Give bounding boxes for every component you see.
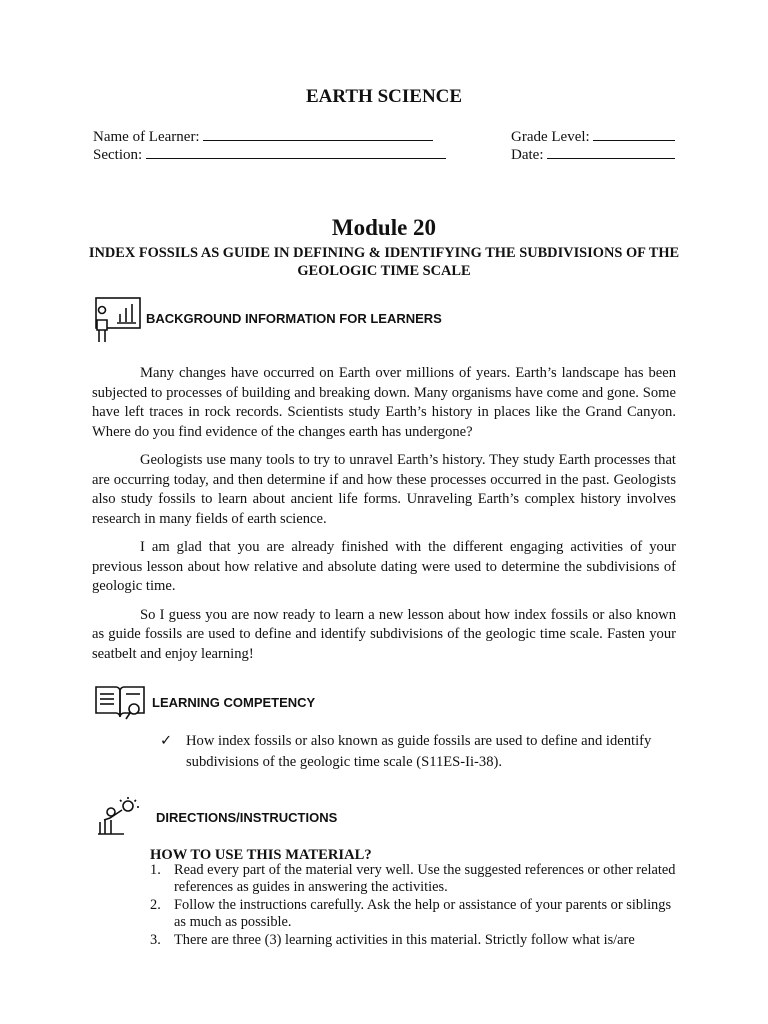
date-label: Date: [511, 147, 544, 163]
name-of-learner-field [93, 128, 433, 146]
book-magnifier-icon [94, 683, 146, 723]
section-field [93, 146, 446, 164]
background-paragraph: Many changes have occurred on Earth over millions of years. Earth’s landscape has been subjected to processes of building and breaking down. Many organisms have come and gone. Some have left traces in rock records. Scientists study Earth’s history in places like the Grand Canyon. Where do you find evidence of the changes earth has undergone? [92, 365, 676, 440]
list-item-text: Follow the instructions carefully. Ask the help or assistance of your parents or siblings as much as possible. [174, 897, 672, 930]
date-field [511, 146, 675, 164]
instruction-list [150, 862, 685, 951]
list-item [150, 932, 685, 949]
section-blank [146, 146, 446, 159]
background-body [92, 364, 676, 673]
module-subtitle: INDEX FOSSILS AS GUIDE IN DEFINING & IDENTIFYING THE SUBDIVISIONS OF THE GEOLOGIC TIME SCALE [88, 245, 680, 279]
list-item-number: 3. [150, 932, 161, 948]
list-item-number: 1. [150, 862, 161, 878]
competency-item [160, 731, 680, 773]
presentation-icon [92, 296, 144, 346]
grade-level-blank [593, 128, 675, 141]
module-title: Module 20 [331, 215, 437, 240]
background-paragraph: So I guess you are now ready to learn a new lesson about how index fossils or also known as guide fossils are used to define and identify subdivisions of the geologic time scale. Fasten your seatbelt and enjoy learning! [92, 606, 676, 662]
competency-heading: LEARNING COMPETENCY [152, 695, 316, 710]
name-of-learner-blank [203, 128, 433, 141]
date-blank [547, 146, 675, 159]
competency-text: How index fossils or also known as guide fossils are used to define and identify subdivisions of the geologic time scale (S11ES-Ii-38). [186, 733, 652, 770]
list-item [150, 897, 685, 930]
name-of-learner-label: Name of Learner: [93, 129, 200, 145]
grade-level-label: Grade Level: [511, 129, 590, 145]
list-item-number: 2. [150, 897, 161, 913]
grade-level-field [511, 128, 675, 146]
background-paragraph: Geologists use many tools to try to unravel Earth’s history. They study Earth processes that are occurring today, and then determine if and how these processes occurred in the past. Geologists also study fossils to learn about ancient life forms. Unraveling Earth’s complex history involves research in many fields of earth science. [92, 452, 676, 527]
section-label: Section: [93, 147, 143, 163]
list-item [150, 862, 685, 895]
list-item-text: There are three (3) learning activities in this material. Strictly follow what is/are [174, 932, 635, 948]
check-icon: ✓ [160, 733, 173, 749]
background-paragraph: I am glad that you are already finished with the different engaging activities of your previous lesson about how relative and absolute dating were used to determine the subdivisions of geologic time. [92, 539, 676, 594]
page-title: EARTH SCIENCE [305, 86, 463, 107]
teacher-idea-icon [94, 796, 142, 838]
directions-heading: DIRECTIONS/INSTRUCTIONS [156, 810, 338, 825]
howto-heading: HOW TO USE THIS MATERIAL? [150, 847, 372, 863]
list-item-text: Read every part of the material very well. Use the suggested references or other related references as guides in answering the activities. [174, 862, 676, 895]
background-heading: BACKGROUND INFORMATION FOR LEARNERS [146, 311, 442, 326]
